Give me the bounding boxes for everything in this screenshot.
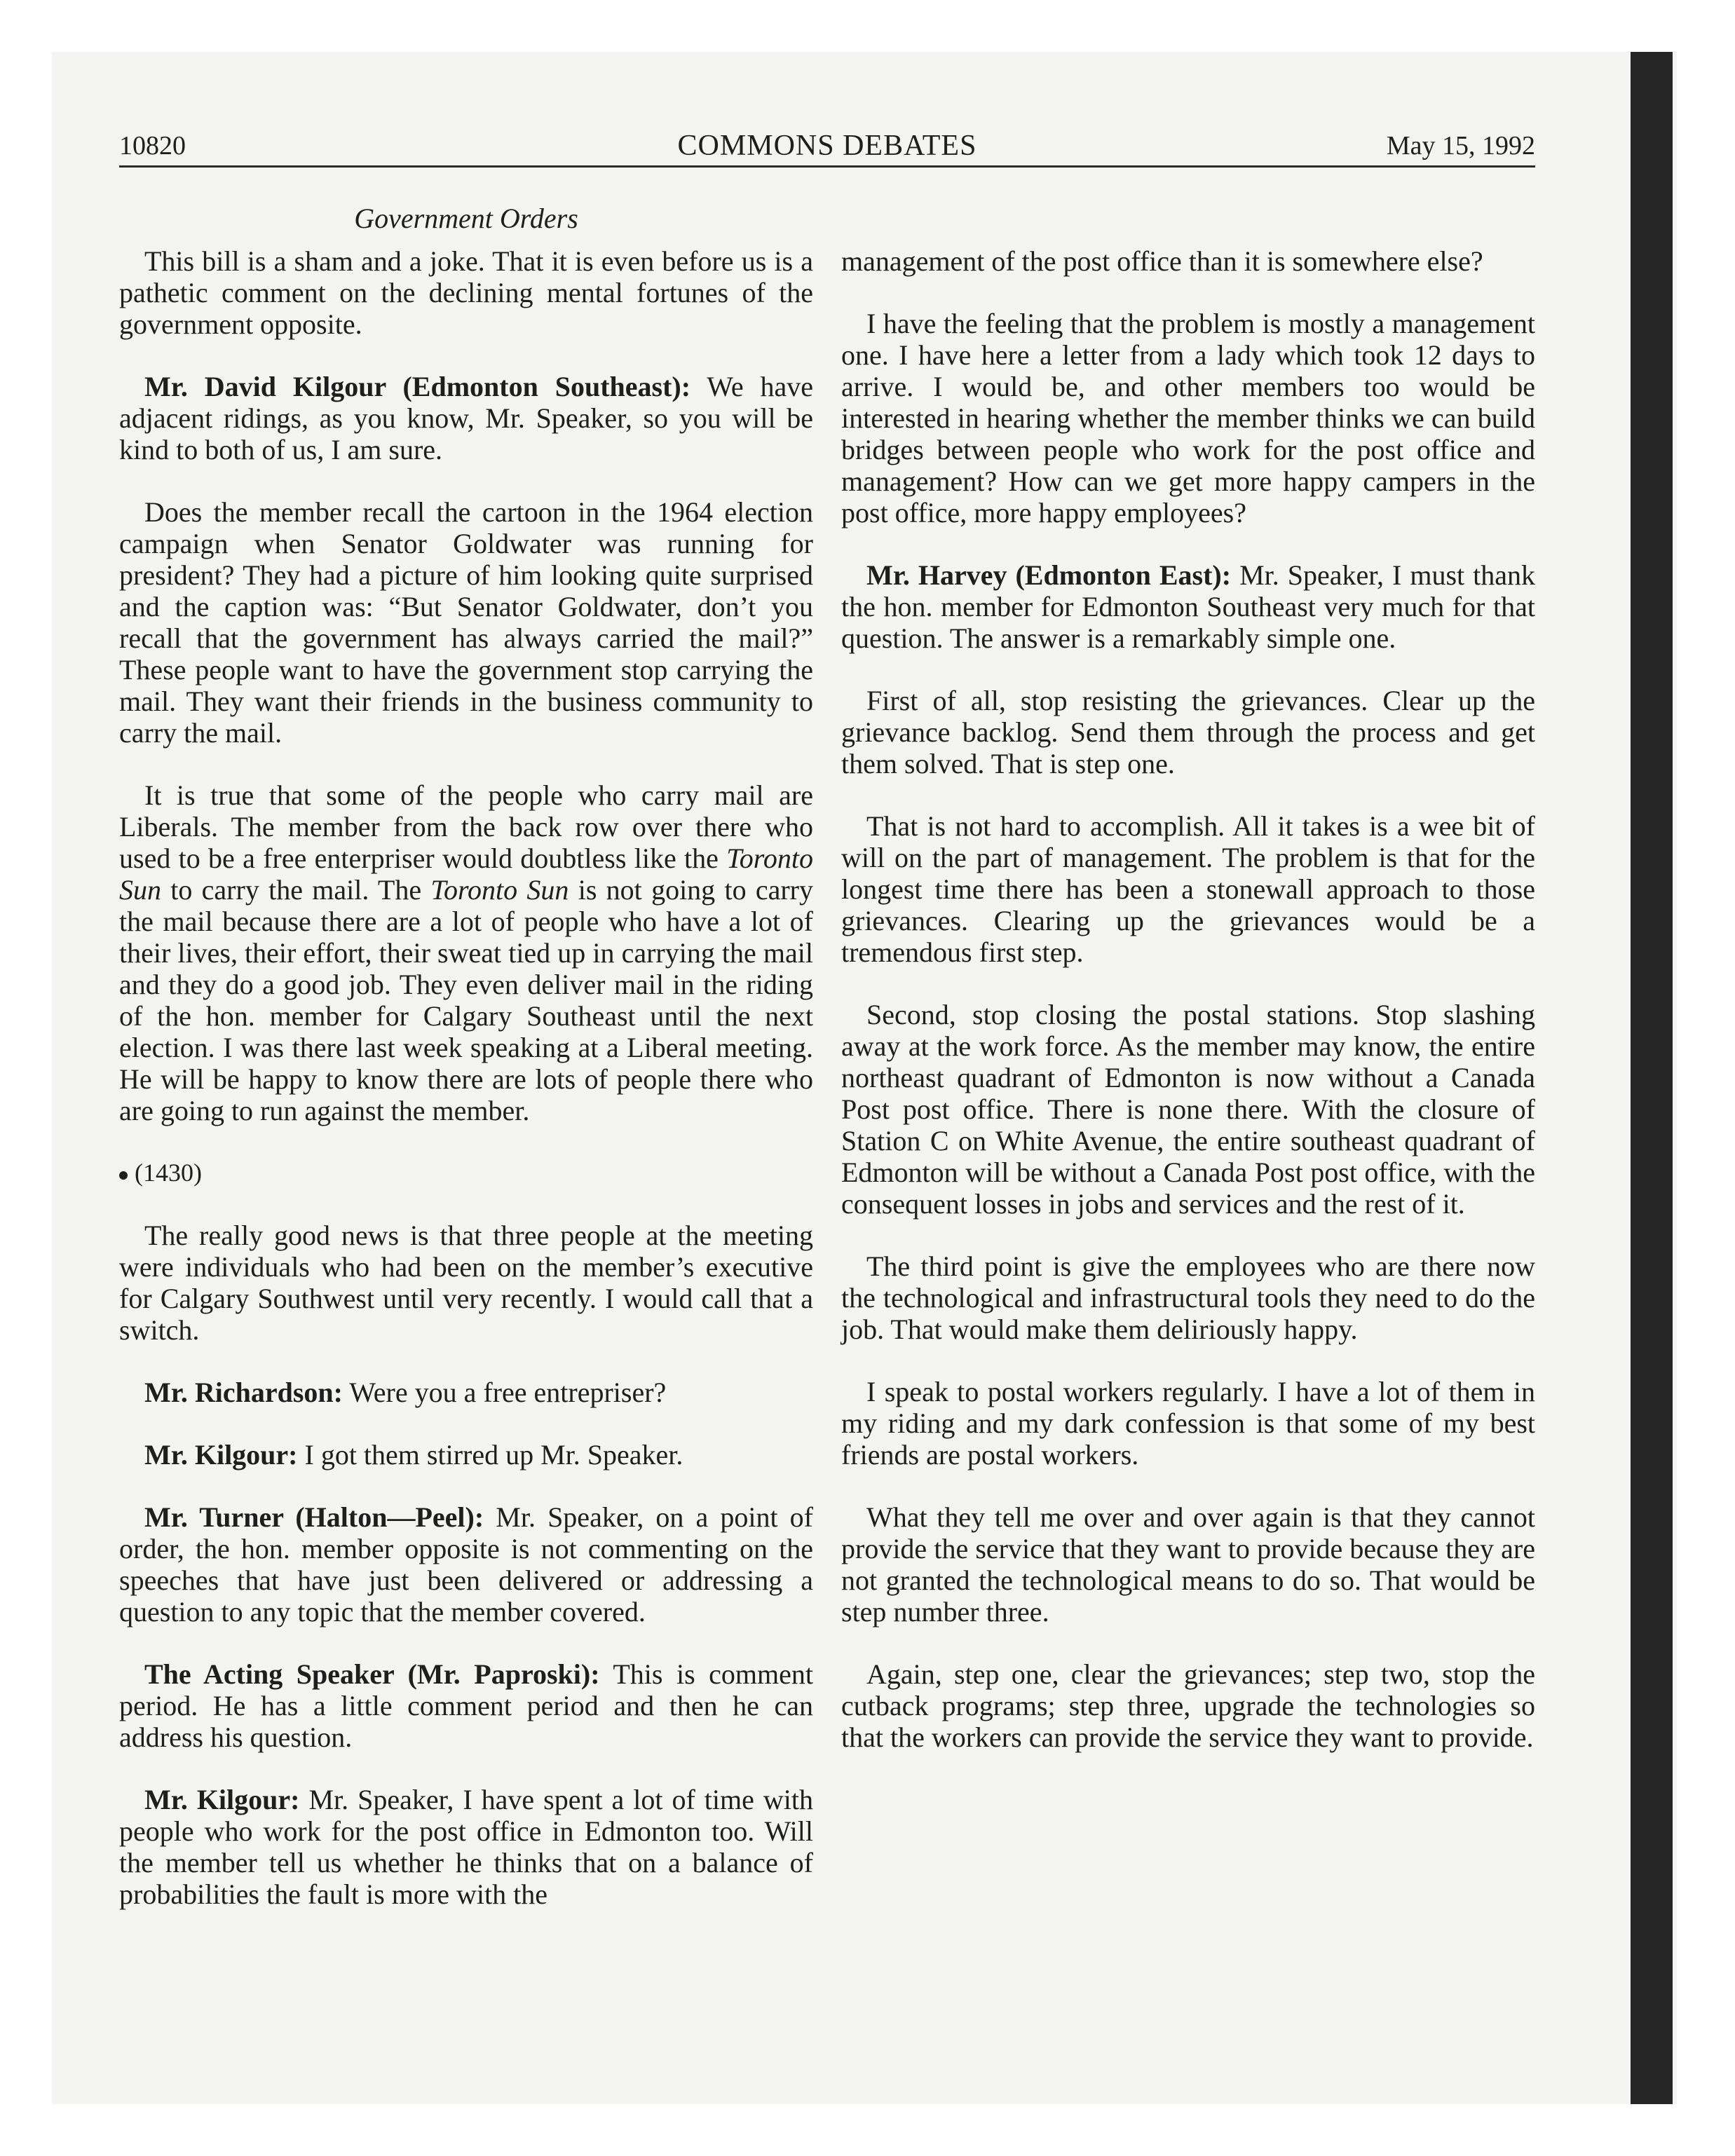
paragraph: It is true that some of the people who carry mail are Liberals. The member from the back row over there who used to be a free enterpriser would doubtless like the Toronto Sun to carry the mail. The Toronto Sun is not going to carry the mail because there are a lot of people who have a lot of their lives, their effort, their sweat tied up in carrying the mail and they do a good job. They even deliver mail in the riding of the hon. member for Calgary Southeast until the next election. I was there last week speaking at a Liberal meeting. He will be happy to know there are lots of people there who are going to run against the member.: [119, 779, 814, 1126]
page-header: [119, 126, 1535, 165]
paragraph: The Acting Speaker (Mr. Paproski): This is comment period. He has a little comment period and then he can address his question.: [119, 1658, 814, 1753]
paragraph: What they tell me over and over again is that they cannot provide the service that they want to provide because they are not granted the technological means to do so. That would be step number three.: [841, 1501, 1535, 1628]
header-rule: [119, 165, 1535, 168]
paragraph: Mr. David Kilgour (Edmonton Southeast): We have adjacent ridings, as you know, Mr. Speaker, so you will be kind to both of us, I am sure.: [119, 371, 814, 465]
speaker-name: The Acting Speaker (Mr. Paproski):: [144, 1658, 600, 1690]
right-column: [841, 245, 1535, 1784]
paragraph: Mr. Turner (Halton—Peel): Mr. Speaker, on a point of order, the hon. member opposite is not commenting on the speeches that have just been delivered or addressing a question to any topic that the member covered.: [119, 1501, 813, 1628]
paragraph: The third point is give the employees who are there now the technological and infrastructural tools they need to do the job. That would make them deliriously happy.: [841, 1250, 1535, 1345]
paragraph: Again, step one, clear the grievances; step two, stop the cutback programs; step three, upgrade the technologies so that the workers can provide the service they want to provide.: [841, 1658, 1535, 1753]
speaker-name: Mr. Richardson:: [144, 1377, 343, 1408]
speaker-name: Mr. Kilgour:: [144, 1784, 300, 1815]
newspaper-title: Toronto Sun: [430, 874, 569, 906]
publication-date: May 15, 1992: [1386, 131, 1535, 161]
publication-title: COMMONS DEBATES: [677, 130, 977, 162]
page-number: 10820: [119, 131, 186, 161]
speaker-name: Mr. Turner (Halton—Peel):: [144, 1501, 484, 1533]
paragraph: I speak to postal workers regularly. I have a lot of them in my riding and my dark confession is that some of my best friends are postal workers.: [841, 1376, 1535, 1471]
paragraph: Second, stop closing the postal stations. Stop slashing away at the work force. As the member may know, the entire northeast quadrant of Edmonton is now without a Canada Post post office. There is none there. With the closure of Station C on White Avenue, the entire southeast quadrant of Edmonton will be without a Canada Post post office, with the consequent losses in jobs and services and the rest of it.: [841, 999, 1535, 1220]
left-column: [119, 245, 813, 1941]
speaker-name: Mr. Harvey (Edmonton East):: [866, 559, 1232, 591]
paragraph: Mr. Kilgour: Mr. Speaker, I have spent a lot of time with people who work for the post office in Edmonton too. Will the member tell us whether he thinks that on a balance of probabilities the fault is more with the: [119, 1784, 813, 1910]
paragraph: Mr. Kilgour: I got them stirred up Mr. Speaker.: [144, 1439, 683, 1471]
paragraph: I have the feeling that the problem is mostly a management one. I have here a letter from a lady which took 12 days to arrive. I would be, and other members too would be interested in hearing whether the member thinks we can build bridges between people who work for the post office and management? How can we get more happy campers in the post office, more happy employees?: [841, 308, 1535, 528]
paragraph: Mr. Harvey (Edmonton East): Mr. Speaker, I must thank the hon. member for Edmonton Southeast very much for that question. The answer is a remarkably simple one.: [841, 559, 1536, 654]
speaker-name: Mr. Kilgour:: [144, 1439, 298, 1471]
paragraph: This bill is a sham and a joke. That it is even before us is a pathetic comment on the declining mental fortunes of the government opposite.: [119, 245, 813, 340]
paragraph: The really good news is that three people at the meeting were individuals who had been on the member’s executive for Calgary Southwest until very recently. I would call that a switch.: [119, 1220, 813, 1346]
paragraph: That is not hard to accomplish. All it takes is a wee bit of will on the part of management. The problem is that for the longest time there has been a stonewall approach to those grievances. Clearing up the grievances would be a tremendous first step.: [841, 810, 1535, 968]
paragraph: Mr. Richardson: Were you a free entrepriser?: [144, 1377, 667, 1408]
bullet-icon: [119, 1171, 128, 1180]
speaker-name: Mr. David Kilgour (Edmonton Southeast):: [144, 371, 691, 402]
scan-edge-shadow: [1631, 52, 1673, 2104]
paragraph: management of the post office than it is somewhere else?: [841, 245, 1483, 277]
paragraph: First of all, stop resisting the grievances. Clear up the grievance backlog. Send them through the process and get them solved. That is step one.: [841, 685, 1535, 779]
time-marker: (1430): [119, 1157, 813, 1189]
section-heading: Government Orders: [354, 203, 578, 234]
paragraph: Does the member recall the cartoon in the 1964 election campaign when Senator Goldwater was running for president? They had a picture of him looking quite surprised and the caption was: “But Senator Goldwater, don’t you recall that the government has always carried the mail?” These people want to have the government stop carrying the mail. They want their friends in the business community to carry the mail.: [119, 496, 813, 749]
newspaper-title: Toronto Sun: [119, 842, 814, 906]
